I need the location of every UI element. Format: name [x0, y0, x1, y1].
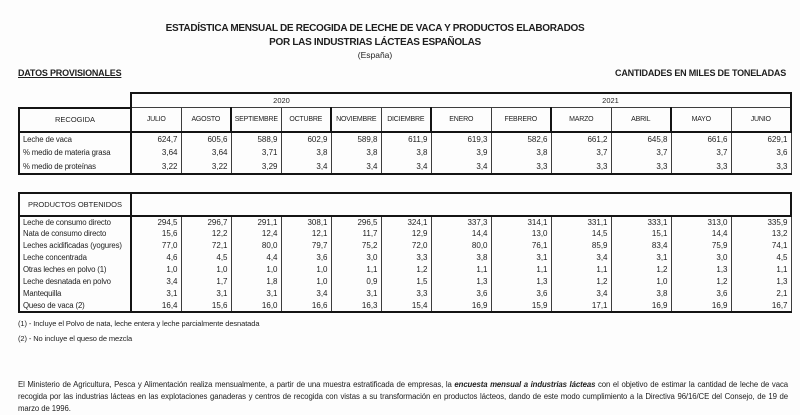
data-cell: 3,8	[491, 146, 551, 160]
footnote-2: (2) - No incluye el queso de mezcla	[18, 334, 800, 343]
data-cell: 1,0	[231, 264, 281, 276]
month-header-marzo: MARZO	[551, 108, 611, 132]
recogida-table	[18, 92, 792, 175]
data-cell: 4,4	[231, 252, 281, 264]
data-cell: 3,1	[491, 252, 551, 264]
data-cell: 3,3	[731, 160, 791, 174]
data-cell: 12,1	[281, 228, 331, 240]
data-cell: 3,4	[281, 288, 331, 300]
data-cell: 13,2	[731, 228, 791, 240]
data-cell: 0,9	[331, 276, 381, 288]
data-cell: 80,0	[431, 240, 491, 252]
data-cell: 3,7	[671, 146, 731, 160]
data-cell: 3,1	[181, 288, 231, 300]
data-cell: 3,8	[611, 288, 671, 300]
data-cell: 313,0	[671, 216, 731, 228]
row-label: Mantequilla	[19, 288, 131, 300]
data-cell: 324,1	[381, 216, 431, 228]
data-cell: 75,9	[671, 240, 731, 252]
data-cell: 1,2	[671, 276, 731, 288]
row-label: Leches acidificadas (yogures)	[19, 240, 131, 252]
data-cell: 3,7	[611, 146, 671, 160]
data-cell: 72,1	[181, 240, 231, 252]
data-cell: 335,9	[731, 216, 791, 228]
data-cell: 1,3	[491, 276, 551, 288]
data-cell: 1,0	[131, 264, 181, 276]
month-header-julio: JULIO	[131, 108, 181, 132]
table-row	[19, 264, 791, 276]
data-cell: 75,2	[331, 240, 381, 252]
data-cell: 3,22	[181, 160, 231, 174]
data-cell: 611,9	[381, 132, 431, 146]
data-cell: 3,3	[381, 252, 431, 264]
month-header-abril: ABRIL	[611, 108, 671, 132]
data-cell: 14,4	[431, 228, 491, 240]
data-cell: 1,3	[431, 276, 491, 288]
data-cell: 11,7	[331, 228, 381, 240]
data-cell: 619,3	[431, 132, 491, 146]
table-row	[19, 216, 791, 228]
data-cell: 1,1	[331, 264, 381, 276]
data-cell: 3,4	[551, 288, 611, 300]
data-cell: 2,1	[731, 288, 791, 300]
data-cell: 3,6	[731, 146, 791, 160]
data-cell: 3,64	[181, 146, 231, 160]
data-cell: 3,3	[551, 160, 611, 174]
month-header-febrero: FEBRERO	[491, 108, 551, 132]
row-label: Otras leches en polvo (1)	[19, 264, 131, 276]
data-cell: 80,0	[231, 240, 281, 252]
data-cell: 3,4	[381, 160, 431, 174]
table-row	[19, 132, 791, 146]
data-cell: 1,8	[231, 276, 281, 288]
data-cell: 296,7	[181, 216, 231, 228]
table-row	[19, 252, 791, 264]
country-label: (España)	[0, 50, 750, 61]
data-cell: 294,5	[131, 216, 181, 228]
productos-header-spacer	[131, 193, 791, 216]
data-cell: 3,3	[671, 160, 731, 174]
data-cell: 16,3	[331, 300, 381, 312]
data-cell: 3,7	[551, 146, 611, 160]
row-label: Leche de consumo directo	[19, 216, 131, 228]
row-label: Leche de vaca	[19, 132, 131, 146]
row-label: Queso de vaca (2)	[19, 300, 131, 312]
data-cell: 314,1	[491, 216, 551, 228]
data-cell: 1,0	[181, 264, 231, 276]
data-cell: 1,7	[181, 276, 231, 288]
data-cell: 3,3	[381, 288, 431, 300]
row-label: Leche concentrada	[19, 252, 131, 264]
data-cell: 1,3	[731, 276, 791, 288]
table-row	[19, 276, 791, 288]
table-row	[19, 300, 791, 312]
data-cell: 3,3	[611, 160, 671, 174]
data-cell: 12,4	[231, 228, 281, 240]
data-cell: 83,4	[611, 240, 671, 252]
data-cell: 79,7	[281, 240, 331, 252]
data-cell: 291,1	[231, 216, 281, 228]
data-cell: 1,2	[611, 264, 671, 276]
recogida-table-body	[19, 132, 791, 174]
data-cell: 1,1	[491, 264, 551, 276]
data-cell: 14,5	[551, 228, 611, 240]
data-cell: 645,8	[611, 132, 671, 146]
month-header-octubre: OCTUBRE	[281, 108, 331, 132]
data-cell: 333,1	[611, 216, 671, 228]
data-cell: 602,9	[281, 132, 331, 146]
data-cell: 589,8	[331, 132, 381, 146]
data-cell: 4,6	[131, 252, 181, 264]
data-cell: 3,29	[231, 160, 281, 174]
methodology-text-end: con el objetivo de estimar la cantidad de leche de vaca recogida por las industrias lácteas en las explotaciones ganaderas y centros de recogida con vistas a su transformación en productos lácteos, dando de este modo cumplimiento a la Directiva 96/16/CE del Consejo, de 19 de marzo de 1996.	[18, 380, 788, 414]
data-cell: 3,9	[431, 146, 491, 160]
data-cell: 1,1	[731, 264, 791, 276]
provisional-data-label: DATOS PROVISIONALES	[18, 68, 121, 78]
data-cell: 308,1	[281, 216, 331, 228]
data-cell: 661,2	[551, 132, 611, 146]
data-cell: 296,5	[331, 216, 381, 228]
table-row	[19, 146, 791, 160]
productos-column-header: PRODUCTOS OBTENIDOS	[19, 193, 131, 216]
data-cell: 16,6	[281, 300, 331, 312]
data-cell: 16,4	[131, 300, 181, 312]
data-cell: 3,3	[491, 160, 551, 174]
data-cell: 17,1	[551, 300, 611, 312]
productos-header-row	[19, 193, 791, 216]
data-cell: 3,6	[491, 288, 551, 300]
data-cell: 3,71	[231, 146, 281, 160]
data-cell: 3,8	[381, 146, 431, 160]
methodology-text-start: El Ministerio de Agricultura, Pesca y Alimentación realiza mensualmente, a partir de una muestra estratificada de empresas, la	[18, 380, 454, 389]
data-cell: 1,5	[381, 276, 431, 288]
data-cell: 331,1	[551, 216, 611, 228]
data-cell: 3,1	[611, 252, 671, 264]
month-header-agosto: AGOSTO	[181, 108, 231, 132]
data-cell: 3,0	[331, 252, 381, 264]
productos-table	[18, 192, 792, 313]
data-cell: 16,9	[611, 300, 671, 312]
recogida-column-header: RECOGIDA	[19, 108, 131, 132]
data-cell: 85,9	[551, 240, 611, 252]
data-cell: 3,64	[131, 146, 181, 160]
year-header-row	[19, 93, 791, 108]
data-cell: 3,4	[281, 160, 331, 174]
productos-table-body	[19, 216, 791, 312]
data-cell: 1,1	[431, 264, 491, 276]
data-cell: 4,5	[181, 252, 231, 264]
column-header-row	[19, 108, 791, 132]
data-cell: 3,1	[331, 288, 381, 300]
notes-row	[18, 68, 786, 78]
page-subtitle: POR LAS INDUSTRIAS LÁCTEAS ESPAÑOLAS	[0, 36, 750, 50]
data-cell: 72,0	[381, 240, 431, 252]
row-label: % medio de proteínas	[19, 160, 131, 174]
data-cell: 3,8	[431, 252, 491, 264]
data-cell: 12,2	[181, 228, 231, 240]
page-title: ESTADÍSTICA MENSUAL DE RECOGIDA DE LECHE DE VACA Y PRODUCTOS ELABORADOS	[0, 22, 750, 36]
data-cell: 15,4	[381, 300, 431, 312]
data-cell: 1,0	[281, 264, 331, 276]
data-cell: 1,0	[281, 276, 331, 288]
data-cell: 15,6	[181, 300, 231, 312]
title-block	[0, 0, 750, 61]
data-cell: 3,6	[281, 252, 331, 264]
data-cell: 15,1	[611, 228, 671, 240]
table-row	[19, 160, 791, 174]
month-header-noviembre: NOVIEMBRE	[331, 108, 381, 132]
data-cell: 337,3	[431, 216, 491, 228]
data-cell: 1,1	[551, 264, 611, 276]
footnote-1: (1) - Incluye el Polvo de nata, leche entera y leche parcialmente desnatada	[18, 319, 800, 328]
month-header-diciembre: DICIEMBRE	[381, 108, 431, 132]
data-cell: 3,4	[131, 276, 181, 288]
data-cell: 1,3	[671, 264, 731, 276]
month-header-enero: ENERO	[431, 108, 491, 132]
data-cell: 74,1	[731, 240, 791, 252]
data-cell: 3,1	[131, 288, 181, 300]
data-cell: 1,0	[611, 276, 671, 288]
data-cell: 16,7	[731, 300, 791, 312]
data-cell: 3,8	[331, 146, 381, 160]
data-cell: 12,9	[381, 228, 431, 240]
data-cell: 661,6	[671, 132, 731, 146]
methodology-survey-name: encuesta mensual a industrias lácteas	[454, 380, 595, 389]
table-row	[19, 240, 791, 252]
year-2020-header: 2020	[131, 93, 431, 108]
data-cell: 3,0	[671, 252, 731, 264]
row-label: Nata de consumo directo	[19, 228, 131, 240]
month-header-junio: JUNIO	[731, 108, 791, 132]
data-cell: 3,1	[231, 288, 281, 300]
data-cell: 14,4	[671, 228, 731, 240]
data-cell: 582,6	[491, 132, 551, 146]
data-cell: 588,9	[231, 132, 281, 146]
data-cell: 77,0	[131, 240, 181, 252]
month-header-septiembre: SEPTIEMBRE	[231, 108, 281, 132]
month-header-mayo: MAYO	[671, 108, 731, 132]
data-cell: 3,22	[131, 160, 181, 174]
data-cell: 3,6	[431, 288, 491, 300]
data-cell: 3,4	[431, 160, 491, 174]
row-label: Leche desnatada en polvo	[19, 276, 131, 288]
data-cell: 629,1	[731, 132, 791, 146]
data-cell: 15,6	[131, 228, 181, 240]
data-cell: 3,4	[551, 252, 611, 264]
data-cell: 624,7	[131, 132, 181, 146]
data-cell: 1,2	[551, 276, 611, 288]
data-cell: 4,5	[731, 252, 791, 264]
data-cell: 16,0	[231, 300, 281, 312]
data-cell: 3,4	[331, 160, 381, 174]
data-cell: 15,9	[491, 300, 551, 312]
row-label: % medio de materia grasa	[19, 146, 131, 160]
data-cell: 16,9	[431, 300, 491, 312]
table-row	[19, 228, 791, 240]
data-cell: 13,0	[491, 228, 551, 240]
data-cell: 605,6	[181, 132, 231, 146]
data-cell: 16,9	[671, 300, 731, 312]
data-cell: 76,1	[491, 240, 551, 252]
year-row-spacer	[19, 93, 131, 108]
year-2021-header: 2021	[431, 93, 791, 108]
data-cell: 1,2	[381, 264, 431, 276]
data-cell: 3,6	[671, 288, 731, 300]
data-cell: 3,8	[281, 146, 331, 160]
units-label: CANTIDADES EN MILES DE TONELADAS	[615, 68, 786, 78]
table-row	[19, 288, 791, 300]
